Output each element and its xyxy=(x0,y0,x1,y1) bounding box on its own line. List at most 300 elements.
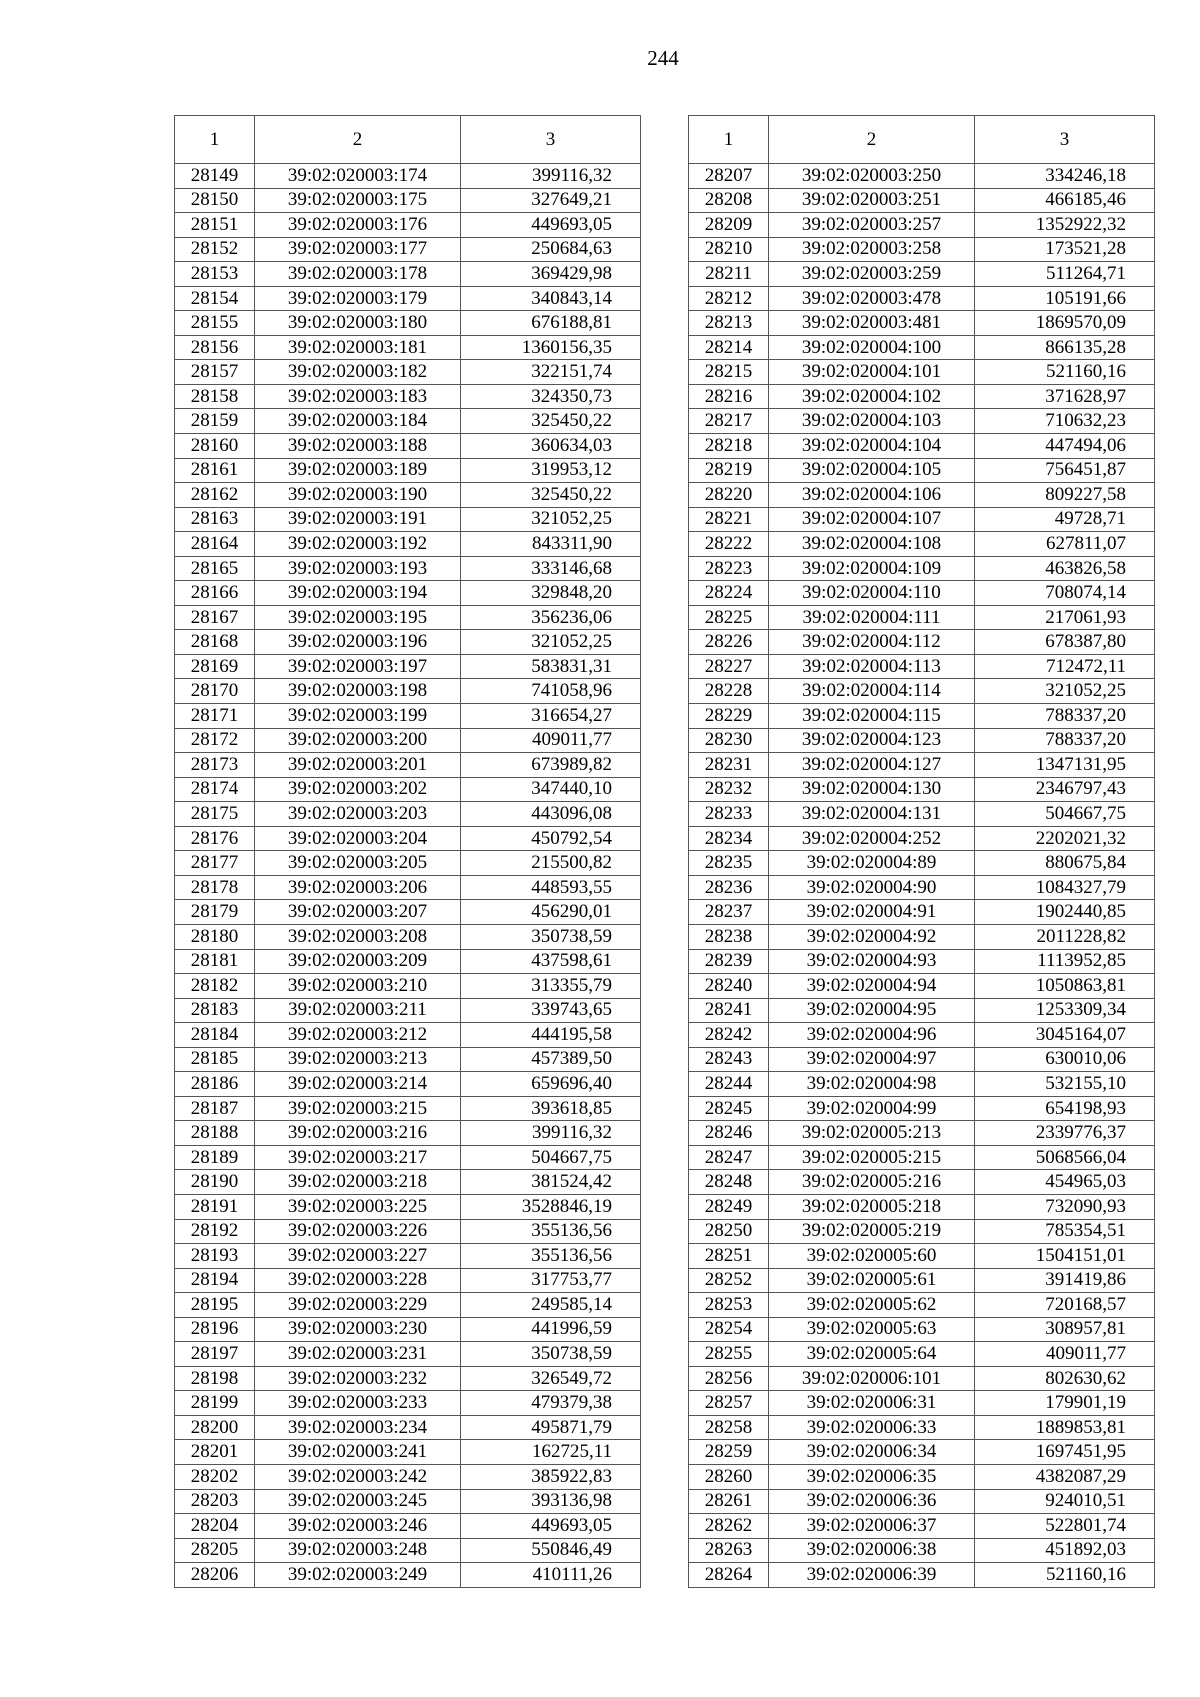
table-row xyxy=(689,1096,1155,1121)
table-row xyxy=(175,1391,641,1416)
cadastral-number-cell: 39:02:020004:109 xyxy=(769,556,975,581)
table-row xyxy=(175,728,641,753)
value-cell: 1352922,32 xyxy=(975,213,1155,238)
table-row xyxy=(689,1342,1155,1367)
value-cell: 399116,32 xyxy=(461,164,641,189)
table-row xyxy=(689,1219,1155,1244)
cadastral-number-cell: 39:02:020003:201 xyxy=(255,753,461,778)
table-row xyxy=(175,1366,641,1391)
value-cell: 317753,77 xyxy=(461,1268,641,1293)
table-row xyxy=(689,1145,1155,1170)
value-cell: 924010,51 xyxy=(975,1489,1155,1514)
table-row xyxy=(689,1244,1155,1269)
value-cell: 504667,75 xyxy=(975,802,1155,827)
value-cell: 2011228,82 xyxy=(975,924,1155,949)
row-number-cell: 28182 xyxy=(175,974,255,999)
cadastral-number-cell: 39:02:020004:100 xyxy=(769,335,975,360)
row-number-cell: 28158 xyxy=(175,384,255,409)
value-cell: 451892,03 xyxy=(975,1538,1155,1563)
table-row xyxy=(175,826,641,851)
row-number-cell: 28205 xyxy=(175,1538,255,1563)
table-header-row xyxy=(689,116,1155,164)
table-row xyxy=(175,753,641,778)
table-row xyxy=(175,1047,641,1072)
table-row xyxy=(689,556,1155,581)
table-row xyxy=(175,409,641,434)
cadastral-number-cell: 39:02:020003:215 xyxy=(255,1096,461,1121)
table-row xyxy=(175,1563,641,1588)
value-cell: 355136,56 xyxy=(461,1244,641,1269)
cadastral-number-cell: 39:02:020005:219 xyxy=(769,1219,975,1244)
row-number-cell: 28178 xyxy=(175,875,255,900)
value-cell: 511264,71 xyxy=(975,262,1155,287)
row-number-cell: 28264 xyxy=(689,1563,769,1588)
table-row xyxy=(689,728,1155,753)
table-row xyxy=(175,458,641,483)
row-number-cell: 28192 xyxy=(175,1219,255,1244)
cadastral-number-cell: 39:02:020003:188 xyxy=(255,434,461,459)
row-number-cell: 28251 xyxy=(689,1244,769,1269)
value-cell: 5068566,04 xyxy=(975,1145,1155,1170)
cadastral-number-cell: 39:02:020003:232 xyxy=(255,1366,461,1391)
row-number-cell: 28151 xyxy=(175,213,255,238)
row-number-cell: 28152 xyxy=(175,237,255,262)
value-cell: 708074,14 xyxy=(975,581,1155,606)
row-number-cell: 28201 xyxy=(175,1440,255,1465)
table-row xyxy=(175,532,641,557)
cadastral-number-cell: 39:02:020003:198 xyxy=(255,679,461,704)
cadastral-number-cell: 39:02:020003:214 xyxy=(255,1072,461,1097)
cadastral-number-cell: 39:02:020003:211 xyxy=(255,998,461,1023)
cadastral-number-cell: 39:02:020003:233 xyxy=(255,1391,461,1416)
row-number-cell: 28229 xyxy=(689,704,769,729)
table-row xyxy=(175,1244,641,1269)
value-cell: 340843,14 xyxy=(461,286,641,311)
value-cell: 441996,59 xyxy=(461,1317,641,1342)
cadastral-number-cell: 39:02:020004:130 xyxy=(769,777,975,802)
cadastral-number-cell: 39:02:020006:36 xyxy=(769,1489,975,1514)
table-row xyxy=(689,630,1155,655)
table-row xyxy=(689,581,1155,606)
column-header-1: 1 xyxy=(689,116,769,164)
column-header-3: 3 xyxy=(461,116,641,164)
cadastral-number-cell: 39:02:020003:181 xyxy=(255,335,461,360)
row-number-cell: 28263 xyxy=(689,1538,769,1563)
value-cell: 250684,63 xyxy=(461,237,641,262)
cadastral-number-cell: 39:02:020003:206 xyxy=(255,875,461,900)
table-row xyxy=(175,1268,641,1293)
value-cell: 583831,31 xyxy=(461,654,641,679)
row-number-cell: 28218 xyxy=(689,434,769,459)
row-number-cell: 28188 xyxy=(175,1121,255,1146)
cadastral-number-cell: 39:02:020003:230 xyxy=(255,1317,461,1342)
table-row xyxy=(175,1219,641,1244)
value-cell: 444195,58 xyxy=(461,1023,641,1048)
table-row xyxy=(689,384,1155,409)
table-row xyxy=(689,704,1155,729)
row-number-cell: 28210 xyxy=(689,237,769,262)
value-cell: 522801,74 xyxy=(975,1514,1155,1539)
value-cell: 393136,98 xyxy=(461,1489,641,1514)
row-number-cell: 28200 xyxy=(175,1415,255,1440)
row-number-cell: 28254 xyxy=(689,1317,769,1342)
cadastral-number-cell: 39:02:020003:194 xyxy=(255,581,461,606)
value-cell: 627811,07 xyxy=(975,532,1155,557)
row-number-cell: 28163 xyxy=(175,507,255,532)
value-cell: 550846,49 xyxy=(461,1538,641,1563)
table-row xyxy=(689,1023,1155,1048)
value-cell: 1084327,79 xyxy=(975,875,1155,900)
table-row xyxy=(689,1268,1155,1293)
cadastral-number-cell: 39:02:020004:95 xyxy=(769,998,975,1023)
page-number: 244 xyxy=(647,46,679,70)
table-row xyxy=(689,949,1155,974)
row-number-cell: 28149 xyxy=(175,164,255,189)
row-number-cell: 28211 xyxy=(689,262,769,287)
cadastral-number-cell: 39:02:020004:99 xyxy=(769,1096,975,1121)
value-cell: 173521,28 xyxy=(975,237,1155,262)
table-row xyxy=(175,1440,641,1465)
value-cell: 393618,85 xyxy=(461,1096,641,1121)
cadastral-number-cell: 39:02:020005:64 xyxy=(769,1342,975,1367)
cadastral-number-cell: 39:02:020003:197 xyxy=(255,654,461,679)
table-row xyxy=(175,1293,641,1318)
table-row xyxy=(175,924,641,949)
row-number-cell: 28220 xyxy=(689,483,769,508)
row-number-cell: 28195 xyxy=(175,1293,255,1318)
row-number-cell: 28181 xyxy=(175,949,255,974)
cadastral-number-cell: 39:02:020003:175 xyxy=(255,188,461,213)
cadastral-number-cell: 39:02:020003:196 xyxy=(255,630,461,655)
table-row xyxy=(689,1440,1155,1465)
table-row xyxy=(175,802,641,827)
row-number-cell: 28238 xyxy=(689,924,769,949)
table-row xyxy=(175,1096,641,1121)
cadastral-number-cell: 39:02:020003:209 xyxy=(255,949,461,974)
value-cell: 333146,68 xyxy=(461,556,641,581)
cadastral-number-cell: 39:02:020003:184 xyxy=(255,409,461,434)
value-cell: 409011,77 xyxy=(461,728,641,753)
cadastral-number-cell: 39:02:020006:34 xyxy=(769,1440,975,1465)
table-row xyxy=(175,507,641,532)
table-row xyxy=(175,851,641,876)
table-row xyxy=(689,1194,1155,1219)
value-cell: 720168,57 xyxy=(975,1293,1155,1318)
value-cell: 788337,20 xyxy=(975,728,1155,753)
row-number-cell: 28190 xyxy=(175,1170,255,1195)
table-row xyxy=(175,1489,641,1514)
value-cell: 809227,58 xyxy=(975,483,1155,508)
table-row xyxy=(175,1538,641,1563)
row-number-cell: 28160 xyxy=(175,434,255,459)
row-number-cell: 28226 xyxy=(689,630,769,655)
cadastral-number-cell: 39:02:020005:61 xyxy=(769,1268,975,1293)
row-number-cell: 28248 xyxy=(689,1170,769,1195)
value-cell: 880675,84 xyxy=(975,851,1155,876)
table-row xyxy=(175,262,641,287)
value-cell: 249585,14 xyxy=(461,1293,641,1318)
value-cell: 1050863,81 xyxy=(975,974,1155,999)
table-row xyxy=(175,654,641,679)
row-number-cell: 28221 xyxy=(689,507,769,532)
value-cell: 49728,71 xyxy=(975,507,1155,532)
table-row xyxy=(175,1194,641,1219)
table-row xyxy=(175,1415,641,1440)
row-number-cell: 28224 xyxy=(689,581,769,606)
row-number-cell: 28231 xyxy=(689,753,769,778)
cadastral-number-cell: 39:02:020003:203 xyxy=(255,802,461,827)
cadastral-number-cell: 39:02:020003:189 xyxy=(255,458,461,483)
value-cell: 3528846,19 xyxy=(461,1194,641,1219)
cadastral-number-cell: 39:02:020003:231 xyxy=(255,1342,461,1367)
table-row xyxy=(175,1342,641,1367)
value-cell: 326549,72 xyxy=(461,1366,641,1391)
table-row xyxy=(175,556,641,581)
row-number-cell: 28187 xyxy=(175,1096,255,1121)
row-number-cell: 28260 xyxy=(689,1464,769,1489)
table-row xyxy=(689,1514,1155,1539)
cadastral-number-cell: 39:02:020006:33 xyxy=(769,1415,975,1440)
value-cell: 319953,12 xyxy=(461,458,641,483)
cadastral-number-cell: 39:02:020004:93 xyxy=(769,949,975,974)
table-row xyxy=(689,237,1155,262)
cadastral-number-cell: 39:02:020003:182 xyxy=(255,360,461,385)
cadastral-number-cell: 39:02:020005:63 xyxy=(769,1317,975,1342)
value-cell: 673989,82 xyxy=(461,753,641,778)
row-number-cell: 28261 xyxy=(689,1489,769,1514)
value-cell: 316654,27 xyxy=(461,704,641,729)
table-row xyxy=(689,164,1155,189)
value-cell: 448593,55 xyxy=(461,875,641,900)
cadastral-number-cell: 39:02:020003:193 xyxy=(255,556,461,581)
value-cell: 447494,06 xyxy=(975,434,1155,459)
table-row xyxy=(689,900,1155,925)
table-row xyxy=(689,335,1155,360)
value-cell: 449693,05 xyxy=(461,1514,641,1539)
table-row xyxy=(175,434,641,459)
cadastral-number-cell: 39:02:020005:62 xyxy=(769,1293,975,1318)
cadastral-number-cell: 39:02:020004:108 xyxy=(769,532,975,557)
value-cell: 356236,06 xyxy=(461,605,641,630)
row-number-cell: 28174 xyxy=(175,777,255,802)
cadastral-number-cell: 39:02:020003:228 xyxy=(255,1268,461,1293)
table-row xyxy=(175,1464,641,1489)
value-cell: 2202021,32 xyxy=(975,826,1155,851)
cadastral-number-cell: 39:02:020003:183 xyxy=(255,384,461,409)
row-number-cell: 28255 xyxy=(689,1342,769,1367)
value-cell: 1113952,85 xyxy=(975,949,1155,974)
cadastral-number-cell: 39:02:020003:226 xyxy=(255,1219,461,1244)
cadastral-number-cell: 39:02:020003:210 xyxy=(255,974,461,999)
row-number-cell: 28194 xyxy=(175,1268,255,1293)
table-row xyxy=(689,483,1155,508)
value-cell: 437598,61 xyxy=(461,949,641,974)
value-cell: 355136,56 xyxy=(461,1219,641,1244)
row-number-cell: 28235 xyxy=(689,851,769,876)
table-row xyxy=(175,188,641,213)
value-cell: 1902440,85 xyxy=(975,900,1155,925)
table-row xyxy=(175,1317,641,1342)
table-row xyxy=(175,335,641,360)
value-cell: 339743,65 xyxy=(461,998,641,1023)
cadastral-number-cell: 39:02:020003:229 xyxy=(255,1293,461,1318)
cadastral-number-cell: 39:02:020004:105 xyxy=(769,458,975,483)
row-number-cell: 28217 xyxy=(689,409,769,434)
value-cell: 466185,46 xyxy=(975,188,1155,213)
cadastral-number-cell: 39:02:020003:217 xyxy=(255,1145,461,1170)
value-cell: 1869570,09 xyxy=(975,311,1155,336)
value-cell: 3045164,07 xyxy=(975,1023,1155,1048)
table-row xyxy=(175,704,641,729)
row-number-cell: 28171 xyxy=(175,704,255,729)
cadastral-number-cell: 39:02:020003:251 xyxy=(769,188,975,213)
table-row xyxy=(689,1538,1155,1563)
value-cell: 327649,21 xyxy=(461,188,641,213)
value-cell: 463826,58 xyxy=(975,556,1155,581)
row-number-cell: 28258 xyxy=(689,1415,769,1440)
value-cell: 710632,23 xyxy=(975,409,1155,434)
value-cell: 676188,81 xyxy=(461,311,641,336)
cadastral-number-cell: 39:02:020003:212 xyxy=(255,1023,461,1048)
row-number-cell: 28259 xyxy=(689,1440,769,1465)
cadastral-number-cell: 39:02:020003:208 xyxy=(255,924,461,949)
row-number-cell: 28240 xyxy=(689,974,769,999)
cadastral-number-cell: 39:02:020004:104 xyxy=(769,434,975,459)
column-header-2: 2 xyxy=(769,116,975,164)
table-row xyxy=(689,507,1155,532)
table-row xyxy=(175,384,641,409)
table-row xyxy=(689,1317,1155,1342)
row-number-cell: 28230 xyxy=(689,728,769,753)
table-row xyxy=(175,900,641,925)
row-number-cell: 28243 xyxy=(689,1047,769,1072)
table-row xyxy=(689,1489,1155,1514)
cadastral-number-cell: 39:02:020003:481 xyxy=(769,311,975,336)
value-cell: 385922,83 xyxy=(461,1464,641,1489)
row-number-cell: 28156 xyxy=(175,335,255,360)
cadastral-number-cell: 39:02:020003:478 xyxy=(769,286,975,311)
row-number-cell: 28252 xyxy=(689,1268,769,1293)
value-cell: 450792,54 xyxy=(461,826,641,851)
value-cell: 630010,06 xyxy=(975,1047,1155,1072)
value-cell: 334246,18 xyxy=(975,164,1155,189)
value-cell: 162725,11 xyxy=(461,1440,641,1465)
value-cell: 521160,16 xyxy=(975,1563,1155,1588)
row-number-cell: 28150 xyxy=(175,188,255,213)
cadastral-number-cell: 39:02:020005:213 xyxy=(769,1121,975,1146)
cadastral-number-cell: 39:02:020005:218 xyxy=(769,1194,975,1219)
row-number-cell: 28222 xyxy=(689,532,769,557)
row-number-cell: 28191 xyxy=(175,1194,255,1219)
row-number-cell: 28250 xyxy=(689,1219,769,1244)
row-number-cell: 28244 xyxy=(689,1072,769,1097)
cadastral-number-cell: 39:02:020003:176 xyxy=(255,213,461,238)
row-number-cell: 28213 xyxy=(689,311,769,336)
table-row xyxy=(689,875,1155,900)
table-row xyxy=(175,949,641,974)
cadastral-number-cell: 39:02:020003:190 xyxy=(255,483,461,508)
row-number-cell: 28227 xyxy=(689,654,769,679)
value-cell: 479379,38 xyxy=(461,1391,641,1416)
value-cell: 313355,79 xyxy=(461,974,641,999)
table-row xyxy=(175,1023,641,1048)
value-cell: 756451,87 xyxy=(975,458,1155,483)
value-cell: 410111,26 xyxy=(461,1563,641,1588)
cadastral-number-cell: 39:02:020003:195 xyxy=(255,605,461,630)
value-cell: 325450,22 xyxy=(461,409,641,434)
table-row xyxy=(689,1293,1155,1318)
table-row xyxy=(689,286,1155,311)
cadastral-number-cell: 39:02:020004:103 xyxy=(769,409,975,434)
row-number-cell: 28159 xyxy=(175,409,255,434)
row-number-cell: 28170 xyxy=(175,679,255,704)
cadastral-number-cell: 39:02:020006:38 xyxy=(769,1538,975,1563)
cadastral-number-cell: 39:02:020003:192 xyxy=(255,532,461,557)
value-cell: 360634,03 xyxy=(461,434,641,459)
table-row xyxy=(689,188,1155,213)
table-row xyxy=(689,654,1155,679)
table-row xyxy=(689,1464,1155,1489)
row-number-cell: 28204 xyxy=(175,1514,255,1539)
cadastral-number-cell: 39:02:020004:123 xyxy=(769,728,975,753)
cadastral-number-cell: 39:02:020004:89 xyxy=(769,851,975,876)
cadastral-number-cell: 39:02:020004:127 xyxy=(769,753,975,778)
value-cell: 659696,40 xyxy=(461,1072,641,1097)
table-row xyxy=(175,311,641,336)
value-cell: 350738,59 xyxy=(461,1342,641,1367)
row-number-cell: 28161 xyxy=(175,458,255,483)
table-row xyxy=(689,1563,1155,1588)
value-cell: 4382087,29 xyxy=(975,1464,1155,1489)
row-number-cell: 28236 xyxy=(689,875,769,900)
table-row xyxy=(689,360,1155,385)
row-number-cell: 28241 xyxy=(689,998,769,1023)
table-row xyxy=(689,777,1155,802)
table-row xyxy=(689,924,1155,949)
data-table-left xyxy=(174,115,641,1588)
row-number-cell: 28167 xyxy=(175,605,255,630)
row-number-cell: 28165 xyxy=(175,556,255,581)
row-number-cell: 28234 xyxy=(689,826,769,851)
value-cell: 454965,03 xyxy=(975,1170,1155,1195)
table-row xyxy=(689,605,1155,630)
row-number-cell: 28176 xyxy=(175,826,255,851)
value-cell: 325450,22 xyxy=(461,483,641,508)
value-cell: 381524,42 xyxy=(461,1170,641,1195)
row-number-cell: 28169 xyxy=(175,654,255,679)
row-number-cell: 28228 xyxy=(689,679,769,704)
row-number-cell: 28207 xyxy=(689,164,769,189)
table-row xyxy=(689,1366,1155,1391)
value-cell: 329848,20 xyxy=(461,581,641,606)
cadastral-number-cell: 39:02:020004:94 xyxy=(769,974,975,999)
cadastral-number-cell: 39:02:020003:179 xyxy=(255,286,461,311)
cadastral-number-cell: 39:02:020004:106 xyxy=(769,483,975,508)
table-row xyxy=(175,875,641,900)
table-row xyxy=(689,851,1155,876)
table-row xyxy=(689,826,1155,851)
row-number-cell: 28193 xyxy=(175,1244,255,1269)
row-number-cell: 28215 xyxy=(689,360,769,385)
row-number-cell: 28202 xyxy=(175,1464,255,1489)
table-row xyxy=(689,1391,1155,1416)
cadastral-number-cell: 39:02:020004:111 xyxy=(769,605,975,630)
cadastral-number-cell: 39:02:020004:97 xyxy=(769,1047,975,1072)
table-row xyxy=(175,213,641,238)
value-cell: 399116,32 xyxy=(461,1121,641,1146)
row-number-cell: 28173 xyxy=(175,753,255,778)
value-cell: 741058,96 xyxy=(461,679,641,704)
